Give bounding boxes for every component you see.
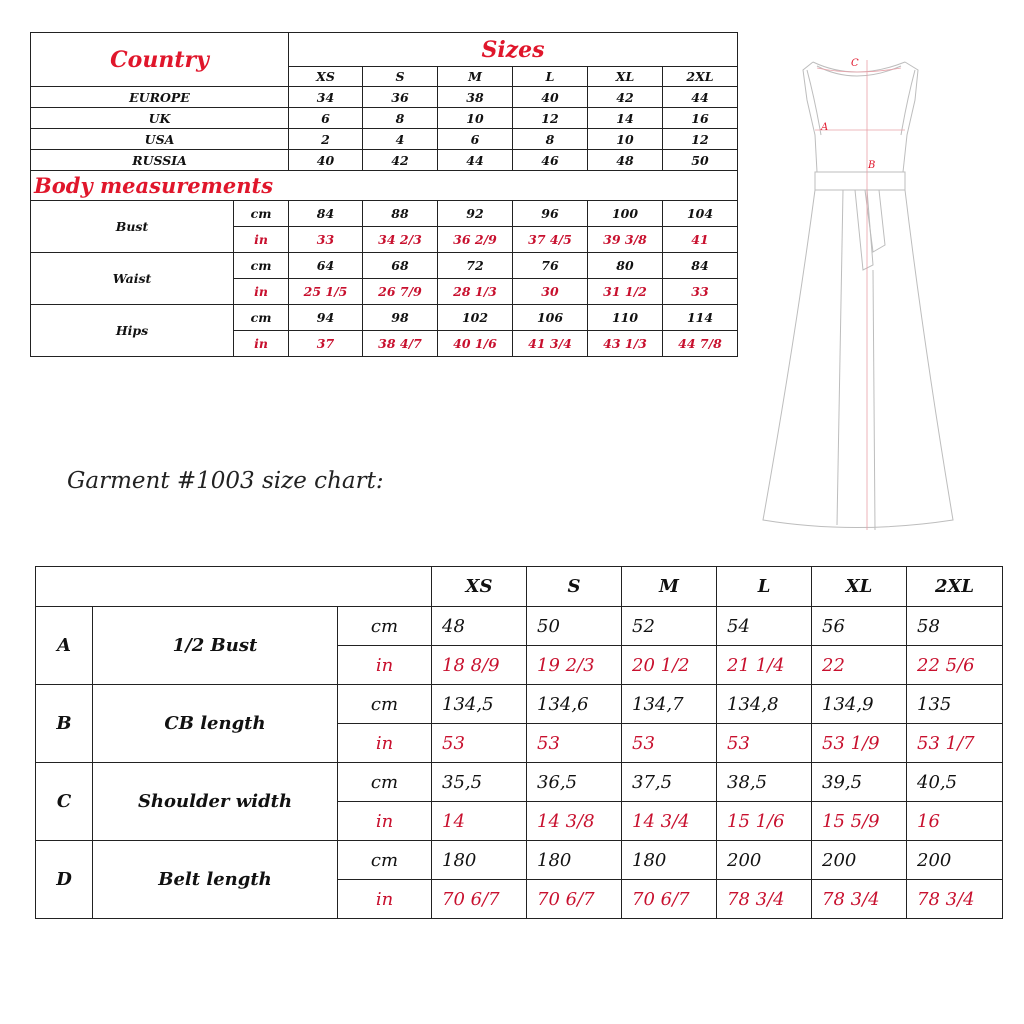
cm-value: 48 [432,607,527,646]
garment-caption: Garment #1003 size chart: [67,468,384,494]
country-size: 6 [289,108,363,129]
country-size: 12 [513,108,588,129]
in-value: 14 3/4 [622,802,717,841]
country-row [31,129,738,150]
country-size: 40 [513,87,588,108]
size-header: S [527,567,622,607]
cm-value: 68 [363,253,438,279]
cm-value: 104 [663,201,738,227]
cm-value: 76 [513,253,588,279]
size-header: 2XL [907,567,1003,607]
country-name: UK [31,108,289,129]
in-value: 43 1/3 [588,331,663,357]
diagram-label-a: A [821,122,829,133]
measurement-name: Bust [31,201,234,253]
in-value: 44 7/8 [663,331,738,357]
cm-value: 72 [438,253,513,279]
cm-value: 200 [812,841,907,880]
cm-value: 88 [363,201,438,227]
cm-value: 92 [438,201,513,227]
country-row [31,108,738,129]
unit-label: in [338,724,432,763]
size-conversion-table [30,32,738,357]
cm-value: 180 [527,841,622,880]
garment-measurements-table [35,566,1003,919]
country-size: 8 [513,129,588,150]
in-value: 37 4/5 [513,227,588,253]
in-value: 15 1/6 [717,802,812,841]
in-value: 53 1/7 [907,724,1003,763]
cm-value: 96 [513,201,588,227]
in-value: 14 [432,802,527,841]
cm-value: 180 [622,841,717,880]
country-size: 14 [588,108,663,129]
in-value: 28 1/3 [438,279,513,305]
row-name: CB length [93,685,338,763]
country-size: 42 [363,150,438,171]
header-blank [36,567,432,607]
cm-value: 50 [527,607,622,646]
unit-label: in [234,279,289,305]
country-size: 12 [663,129,738,150]
country-row [31,87,738,108]
size-header: XS [432,567,527,607]
unit-label: cm [234,201,289,227]
cm-value: 94 [289,305,363,331]
size-header: 2XL [663,67,738,87]
size-header: XL [812,567,907,607]
row-name: Shoulder width [93,763,338,841]
measurement-name: Hips [31,305,234,357]
cm-value: 134,5 [432,685,527,724]
cm-value: 40,5 [907,763,1003,802]
country-header: Country [31,33,289,87]
in-value: 53 1/9 [812,724,907,763]
in-value: 34 2/3 [363,227,438,253]
in-value: 70 6/7 [527,880,622,919]
in-value: 78 3/4 [907,880,1003,919]
in-value: 41 3/4 [513,331,588,357]
in-value: 37 [289,331,363,357]
row-letter: B [36,685,93,763]
cm-value: 114 [663,305,738,331]
country-size: 6 [438,129,513,150]
size-header: XL [588,67,663,87]
country-size: 48 [588,150,663,171]
unit-label: in [338,802,432,841]
in-value: 53 [622,724,717,763]
cm-value: 38,5 [717,763,812,802]
country-size: 44 [438,150,513,171]
cm-value: 58 [907,607,1003,646]
cm-value: 200 [717,841,812,880]
cm-value: 100 [588,201,663,227]
in-value: 39 3/8 [588,227,663,253]
country-size: 40 [289,150,363,171]
measurement-name: Waist [31,253,234,305]
body-measurements-header: Body measurements [31,171,738,201]
country-name: EUROPE [31,87,289,108]
country-size: 4 [363,129,438,150]
cm-value: 84 [663,253,738,279]
unit-label: cm [338,841,432,880]
in-value: 33 [663,279,738,305]
country-name: RUSSIA [31,150,289,171]
row-name: Belt length [93,841,338,919]
diagram-label-b: B [868,160,876,171]
unit-label: cm [234,253,289,279]
country-size: 50 [663,150,738,171]
unit-label: cm [338,763,432,802]
in-value: 53 [432,724,527,763]
diagram-label-c: C [851,58,859,69]
in-value: 22 [812,646,907,685]
cm-value: 36,5 [527,763,622,802]
country-size: 38 [438,87,513,108]
cm-value: 56 [812,607,907,646]
in-value: 41 [663,227,738,253]
cm-value: 54 [717,607,812,646]
unit-label: cm [338,607,432,646]
country-size: 10 [438,108,513,129]
row-name: 1/2 Bust [93,607,338,685]
cm-value: 106 [513,305,588,331]
country-size: 44 [663,87,738,108]
in-value: 38 4/7 [363,331,438,357]
in-value: 14 3/8 [527,802,622,841]
unit-label: cm [234,305,289,331]
dress-sketch [755,40,960,535]
in-value: 21 1/4 [717,646,812,685]
row-letter: D [36,841,93,919]
in-value: 31 1/2 [588,279,663,305]
in-value: 36 2/9 [438,227,513,253]
country-size: 46 [513,150,588,171]
in-value: 26 7/9 [363,279,438,305]
sizes-header: Sizes [289,33,738,67]
in-value: 53 [717,724,812,763]
unit-label: cm [338,685,432,724]
country-size: 36 [363,87,438,108]
in-value: 30 [513,279,588,305]
cm-value: 135 [907,685,1003,724]
cm-value: 134,6 [527,685,622,724]
in-value: 16 [907,802,1003,841]
country-name: USA [31,129,289,150]
cm-value: 37,5 [622,763,717,802]
in-value: 33 [289,227,363,253]
cm-value: 180 [432,841,527,880]
in-value: 78 3/4 [812,880,907,919]
cm-value: 84 [289,201,363,227]
in-value: 78 3/4 [717,880,812,919]
country-size: 10 [588,129,663,150]
country-size: 42 [588,87,663,108]
cm-value: 110 [588,305,663,331]
size-header: L [513,67,588,87]
unit-label: in [338,880,432,919]
cm-value: 98 [363,305,438,331]
country-size: 16 [663,108,738,129]
size-header: M [622,567,717,607]
in-value: 15 5/9 [812,802,907,841]
cm-value: 134,8 [717,685,812,724]
size-header: M [438,67,513,87]
unit-label: in [338,646,432,685]
size-header: XS [289,67,363,87]
cm-value: 52 [622,607,717,646]
cm-value: 102 [438,305,513,331]
cm-value: 64 [289,253,363,279]
in-value: 40 1/6 [438,331,513,357]
country-size: 34 [289,87,363,108]
cm-value: 35,5 [432,763,527,802]
in-value: 19 2/3 [527,646,622,685]
size-header: S [363,67,438,87]
cm-value: 200 [907,841,1003,880]
row-letter: C [36,763,93,841]
unit-label: in [234,227,289,253]
cm-value: 39,5 [812,763,907,802]
in-value: 70 6/7 [622,880,717,919]
in-value: 18 8/9 [432,646,527,685]
row-letter: A [36,607,93,685]
in-value: 53 [527,724,622,763]
in-value: 22 5/6 [907,646,1003,685]
cm-value: 134,9 [812,685,907,724]
in-value: 70 6/7 [432,880,527,919]
cm-value: 134,7 [622,685,717,724]
size-header: L [717,567,812,607]
country-size: 8 [363,108,438,129]
country-size: 2 [289,129,363,150]
unit-label: in [234,331,289,357]
country-row [31,150,738,171]
in-value: 20 1/2 [622,646,717,685]
cm-value: 80 [588,253,663,279]
in-value: 25 1/5 [289,279,363,305]
